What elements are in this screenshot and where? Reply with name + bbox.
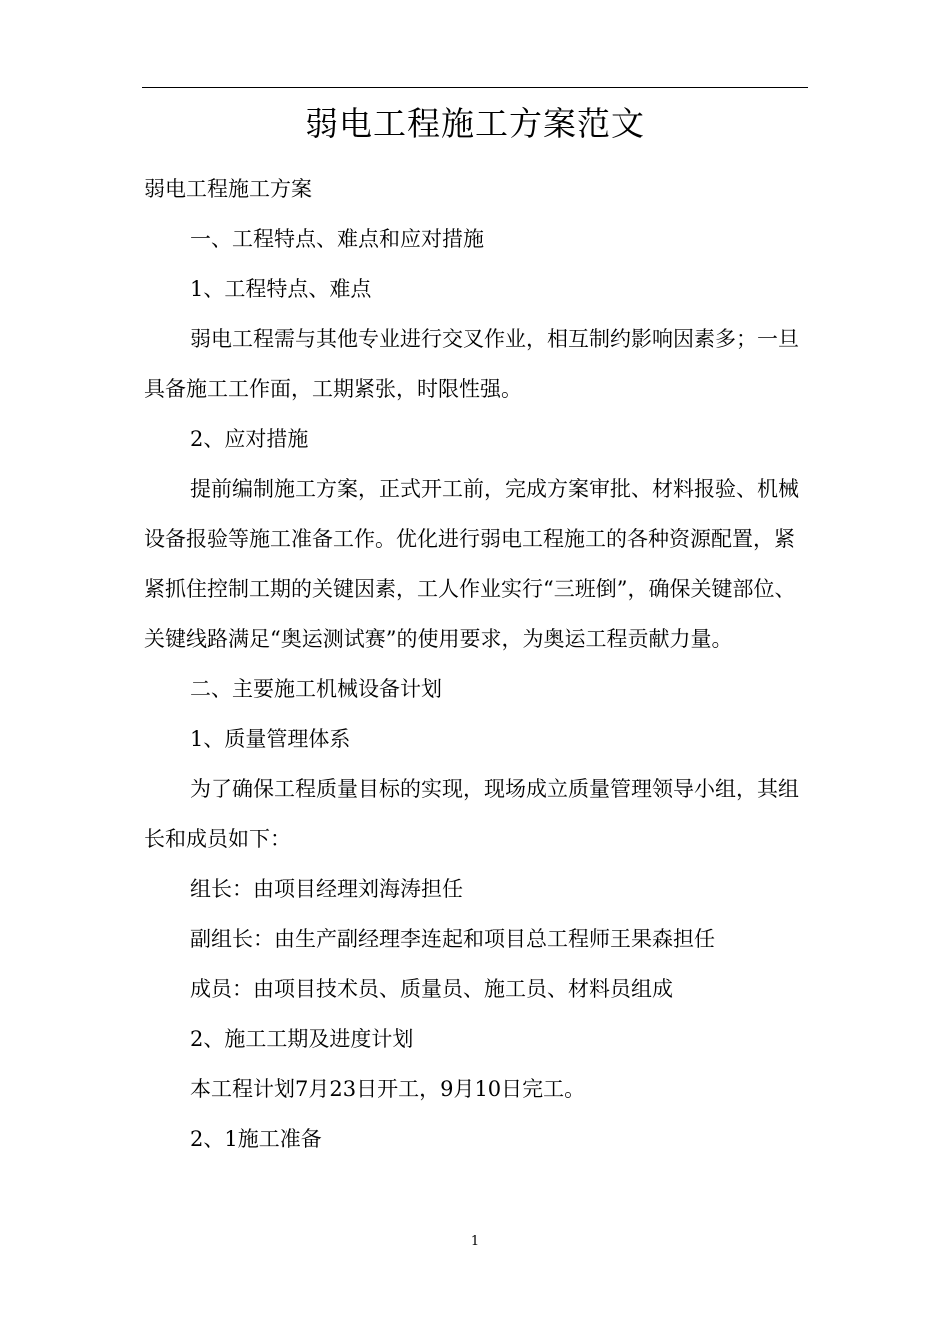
- document-body: [144, 164, 808, 1164]
- body-paragraph: 弱电工程需与其他专业进行交叉作业，相互制约影响因素多；一旦具备施工工作面，工期紧张，时限性强。: [144, 327, 799, 401]
- body-paragraph: 提前编制施工方案，正式开工前，完成方案审批、材料报验、机械设备报验等施工准备工作。优化进行弱电工程施工的各种资源配置，紧紧抓住控制工期的关键因素，工人作业实行“三班倒”，确保关键部位、关键线路满足“奥运测试赛”的使用要求，为奥运工程贡献力量。: [144, 477, 799, 651]
- subsection-heading: 1、工程特点、难点: [190, 277, 372, 301]
- document-title: 弱电工程施工方案范文: [305, 104, 645, 143]
- body-paragraph: 副组长：由生产副经理李连起和项目总工程师王果森担任: [190, 927, 715, 951]
- chapter-heading: 二、主要施工机械设备计划: [190, 677, 442, 701]
- body-paragraph: 组长：由项目经理刘海涛担任: [190, 877, 463, 901]
- subsection-heading: 1、质量管理体系: [190, 727, 351, 751]
- body-paragraph: 成员：由项目技术员、质量员、施工员、材料员组成: [190, 977, 673, 1001]
- subsection-heading: 2、1施工准备: [190, 1127, 322, 1151]
- subsection-heading: 2、应对措施: [190, 427, 309, 451]
- subsection-heading: 2、施工工期及进度计划: [190, 1027, 414, 1051]
- chapter-heading: 一、工程特点、难点和应对措施: [190, 227, 484, 251]
- header-rule: [142, 87, 808, 88]
- section-heading: 弱电工程施工方案: [144, 177, 312, 201]
- body-paragraph: 为了确保工程质量目标的实现，现场成立质量管理领导小组，其组长和成员如下：: [144, 777, 799, 851]
- body-paragraph: 本工程计划7月23日开工，9月10日完工。: [190, 1077, 586, 1101]
- page-number: 1: [470, 1234, 480, 1249]
